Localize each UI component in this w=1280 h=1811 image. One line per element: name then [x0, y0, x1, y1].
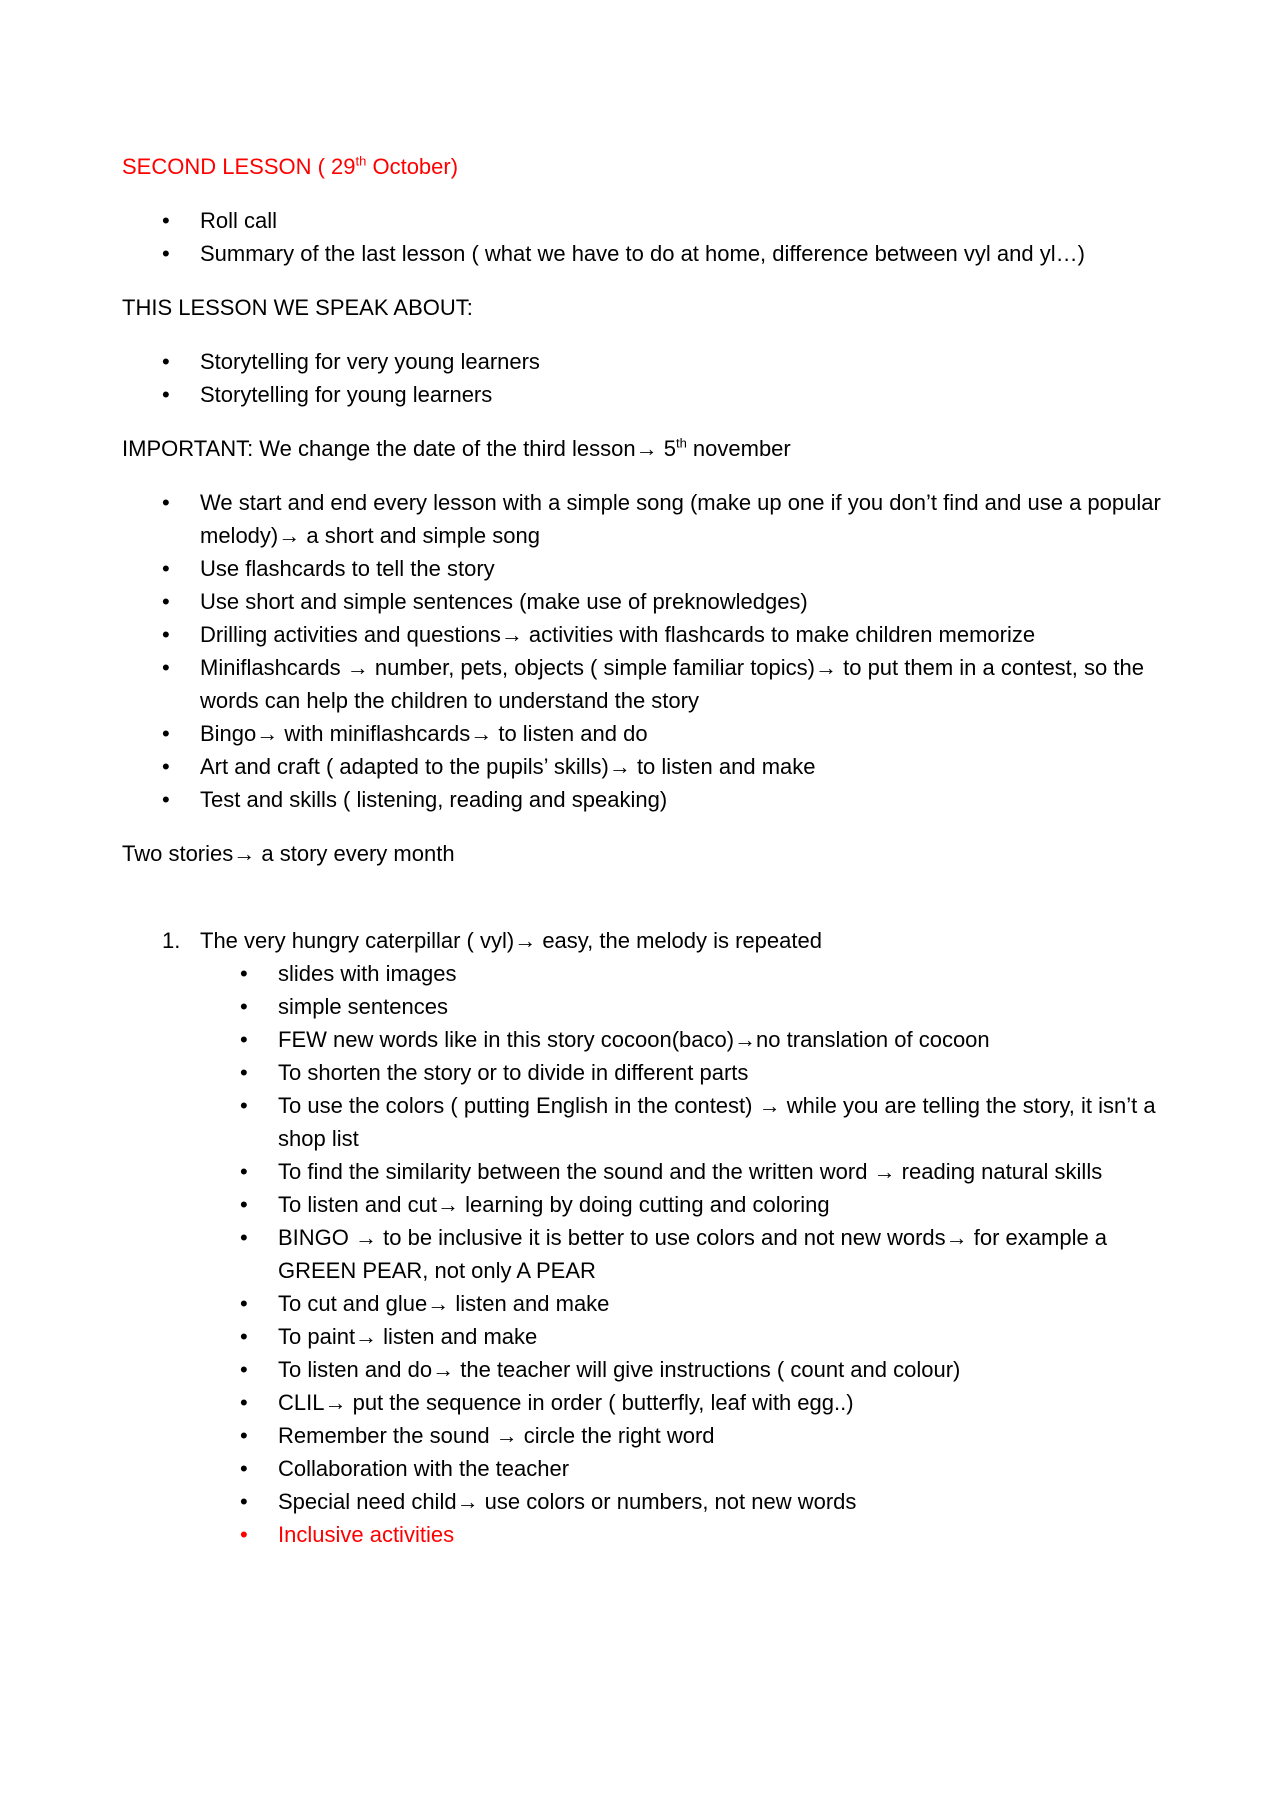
list-item: • We start and end every lesson with a simple song (make up one if you don’t find and use a popular melody)→ a short and simple song	[122, 486, 1172, 552]
list-item: • To shorten the story or to divide in different parts	[122, 1056, 1172, 1089]
story-item	[122, 924, 1172, 1551]
list-item-highlight: • Inclusive activities	[122, 1518, 1172, 1551]
list-item: • BINGO → to be inclusive it is better to use colors and not new words→ for example a GREEN PEAR, not only A PEAR	[122, 1221, 1172, 1287]
important-note: IMPORTANT: We change the date of the third lesson→ 5th november	[122, 435, 791, 461]
list-item: • Special need child→ use colors or numbers, not new words	[122, 1485, 1172, 1518]
stories-list	[122, 924, 1172, 1551]
document-page	[122, 150, 1172, 1551]
this-lesson-label: THIS LESSON WE SPEAK ABOUT:	[122, 295, 473, 320]
list-item: • Use flashcards to tell the story	[122, 552, 1172, 585]
list-item: • To listen and do→ the teacher will give instructions ( count and colour)	[122, 1353, 1172, 1386]
list-item: • To use the colors ( putting English in the contest) → while you are telling the story, it isn’t a shop list	[122, 1089, 1172, 1155]
story-number: 1.	[162, 928, 181, 953]
story-title: The very hungry caterpillar ( vyl)→ easy, the melody is repeated	[200, 928, 822, 953]
topics-list	[122, 345, 1172, 411]
list-item: • Test and skills ( listening, reading and speaking)	[122, 783, 1172, 816]
story-points	[200, 957, 1172, 1551]
list-item: • Collaboration with the teacher	[122, 1452, 1172, 1485]
list-item: • To cut and glue→ listen and make	[122, 1287, 1172, 1320]
lesson-title: SECOND LESSON ( 29th October)	[122, 153, 459, 179]
tips-list	[122, 486, 1172, 816]
list-item: • Roll call	[122, 204, 1172, 237]
list-item: • Storytelling for very young learners	[122, 345, 1172, 378]
list-item: • Drilling activities and questions→ activities with flashcards to make children memorize	[122, 618, 1172, 651]
list-item: • To find the similarity between the sound and the written word → reading natural skills	[122, 1155, 1172, 1188]
list-item: • Miniflashcards → number, pets, objects ( simple familiar topics)→ to put them in a contest, so the words can help the children to understand the story	[122, 651, 1172, 717]
list-item: • Storytelling for young learners	[122, 378, 1172, 411]
list-item: • To paint→ listen and make	[122, 1320, 1172, 1353]
list-item: • Bingo→ with miniflashcards→ to listen and do	[122, 717, 1172, 750]
two-stories-note: Two stories→ a story every month	[122, 841, 455, 866]
list-item: • Use short and simple sentences (make use of preknowledges)	[122, 585, 1172, 618]
intro-list	[122, 204, 1172, 270]
list-item: • slides with images	[122, 957, 1172, 990]
list-item: • Remember the sound → circle the right word	[122, 1419, 1172, 1452]
list-item: • FEW new words like in this story cocoon(baco)→no translation of cocoon	[122, 1023, 1172, 1056]
list-item: • Art and craft ( adapted to the pupils’ skills)→ to listen and make	[122, 750, 1172, 783]
list-item: • Summary of the last lesson ( what we have to do at home, difference between vyl and yl…)	[122, 237, 1172, 270]
list-item: • To listen and cut→ learning by doing cutting and coloring	[122, 1188, 1172, 1221]
list-item: • CLIL→ put the sequence in order ( butterfly, leaf with egg..)	[122, 1386, 1172, 1419]
list-item: • simple sentences	[122, 990, 1172, 1023]
